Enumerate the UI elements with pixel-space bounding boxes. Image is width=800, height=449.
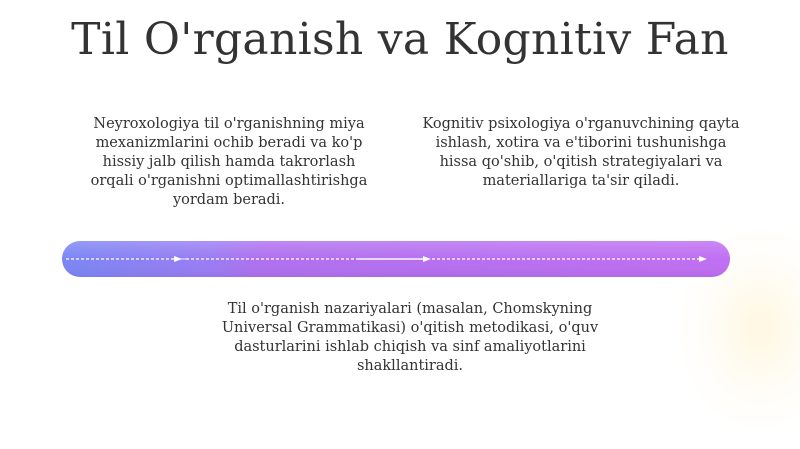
description-right: Kognitiv psixologiya o'rganuvchining qayta ishlash, xotira va e'tiborini tushunishga hissa qo'shib, o'qitish strategiyalari va materiallariga ta'sir qiladi. xyxy=(422,116,740,189)
timeline-bar xyxy=(62,241,730,277)
description-left: Neyroxologiya til o'rganishning miya mexanizmlarini ochib beradi va ko'p hissiy jalb qilish hamda takrorlash orqali o'rganishni optimallashtirishga yordam beradi. xyxy=(90,116,368,208)
description-bottom: Til o'rganish nazariyalari (masalan, Chomskyning Universal Grammatikasi) o'qitish metodikasi, o'quv dasturlarini ishlab chiqish va sinf amaliyotlarini shakllantiradi. xyxy=(221,301,599,374)
page-title: Til O'rganish va Kognitiv Fan xyxy=(71,14,729,65)
timeline-bar-graphic xyxy=(62,241,730,277)
